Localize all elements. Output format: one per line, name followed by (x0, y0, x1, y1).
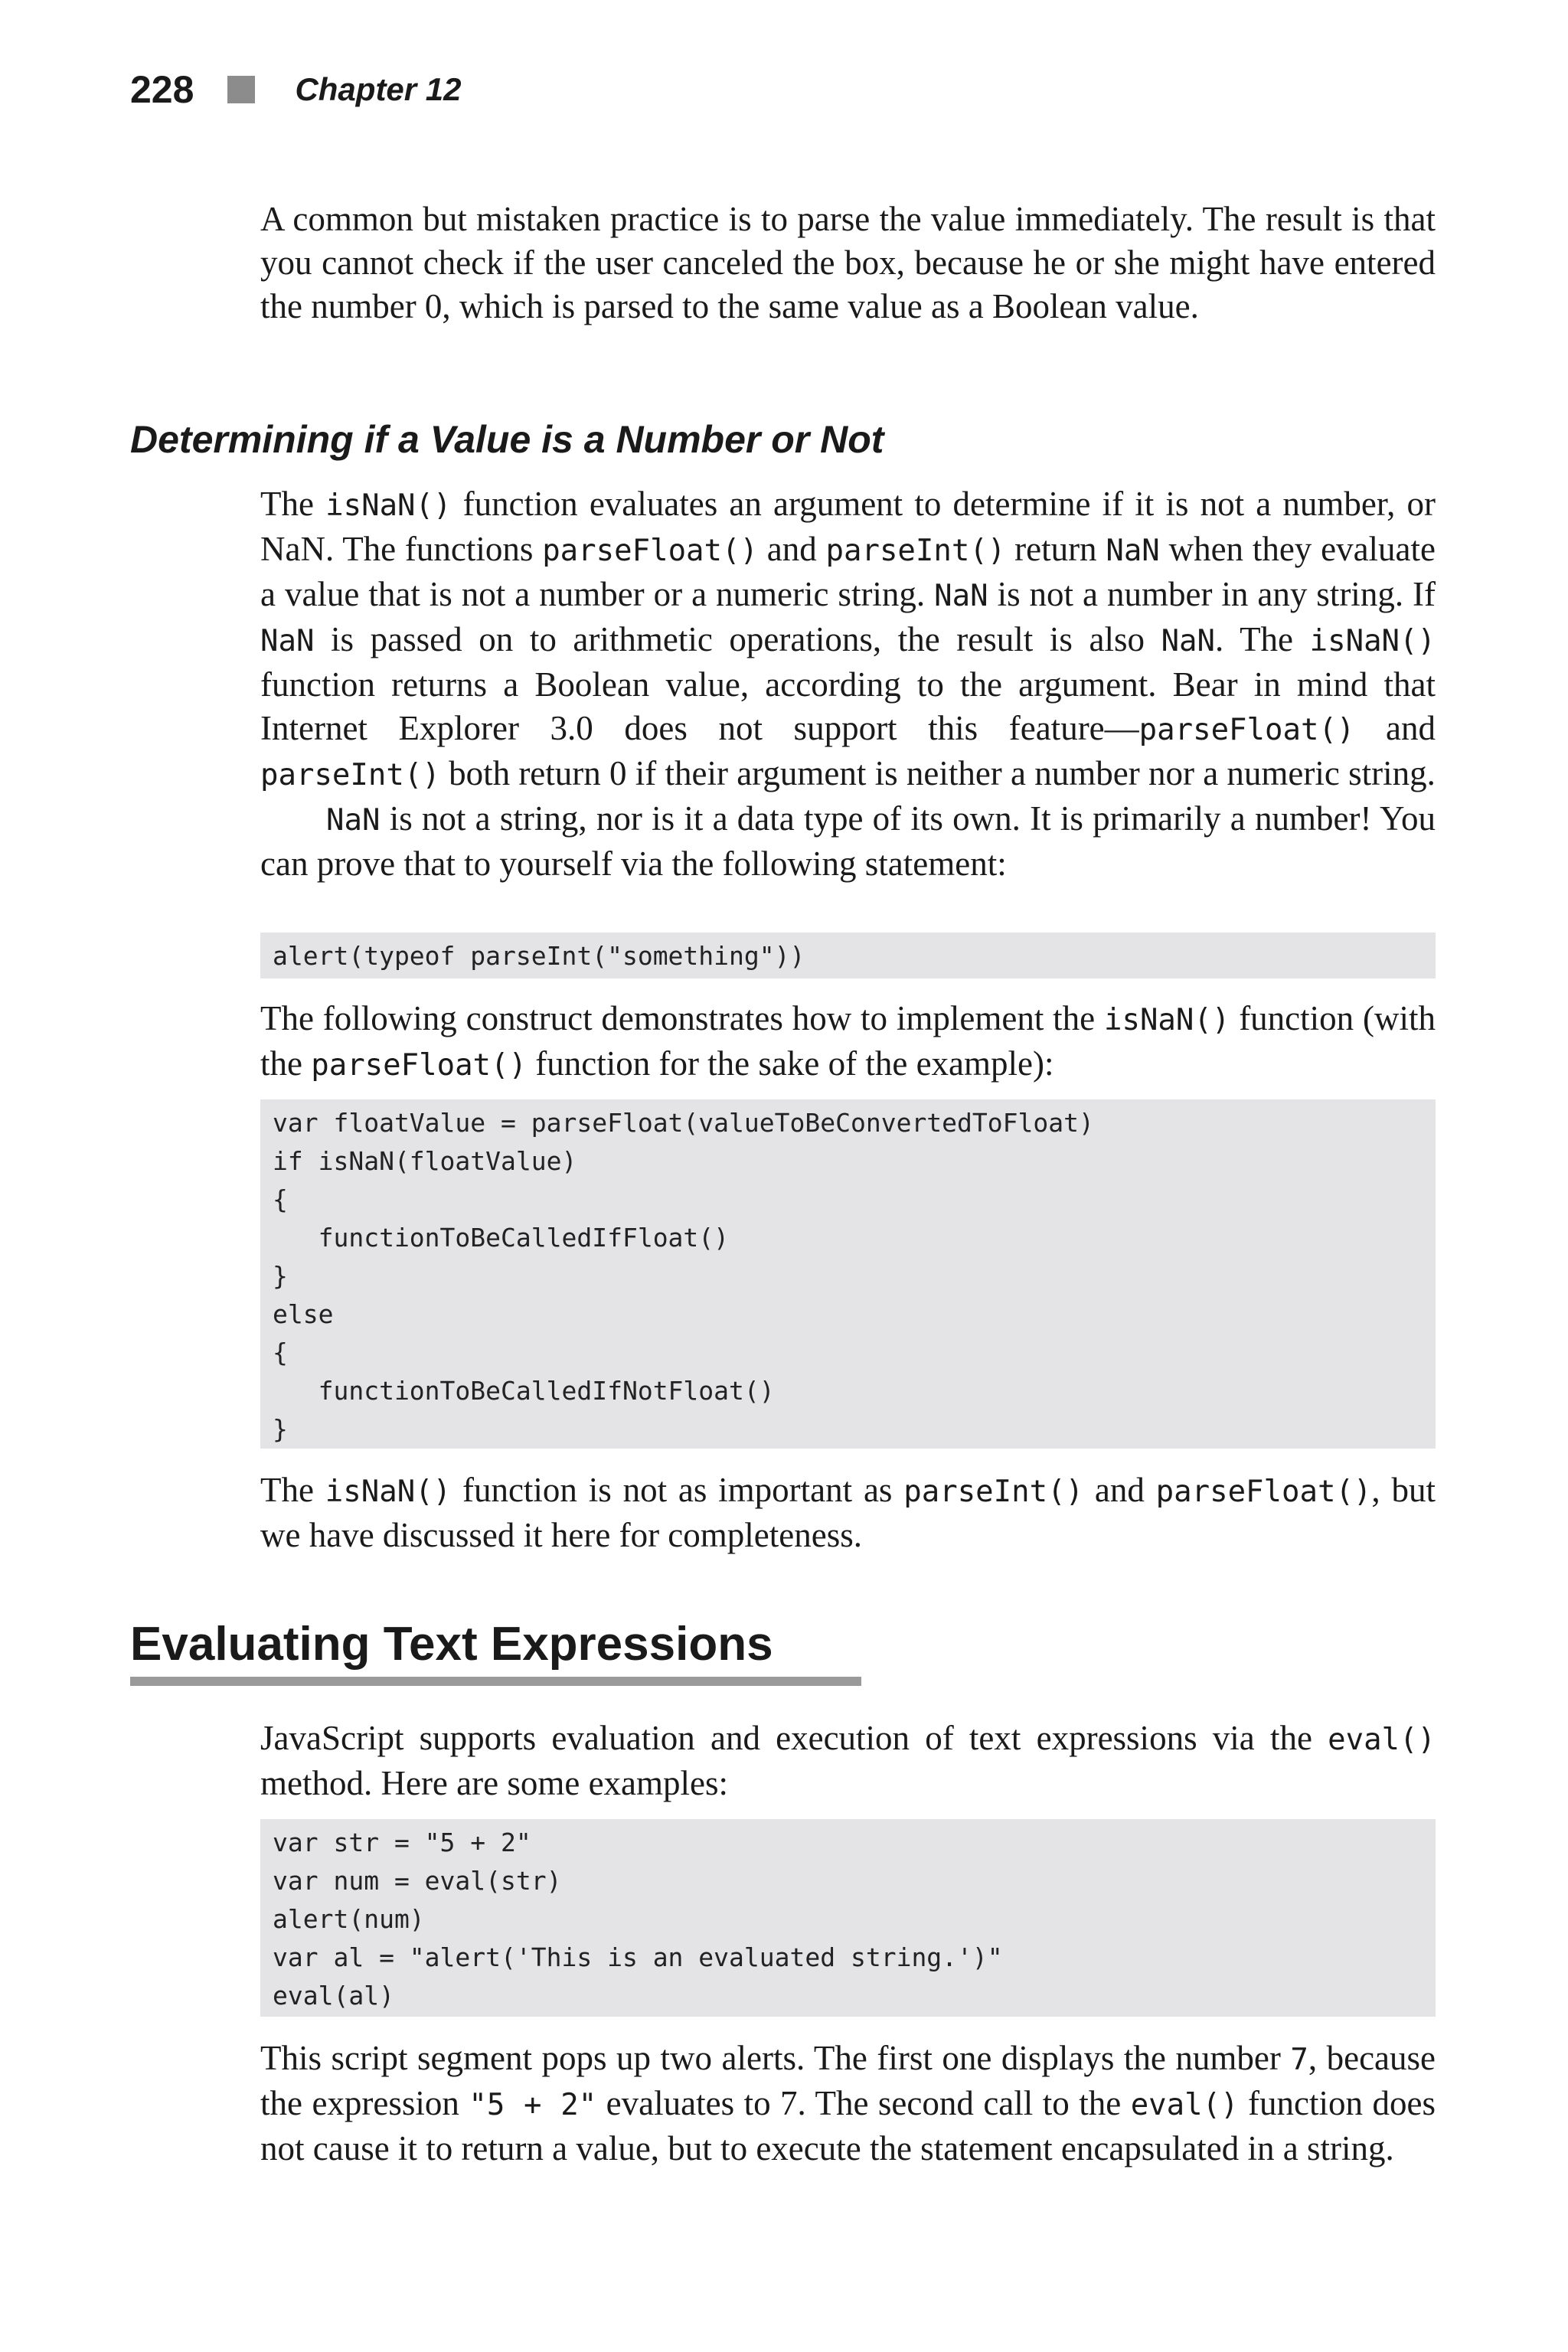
isnan-paragraph-2 (260, 797, 1436, 886)
inline-code: parseFloat() (311, 1048, 527, 1083)
code-line: } (273, 1261, 288, 1291)
inline-code: NaN (934, 579, 988, 613)
inline-code: isNaN() (325, 1475, 452, 1509)
code-line: var str = "5 + 2" (273, 1828, 531, 1857)
inline-code: parseFloat() (1138, 713, 1355, 747)
code-block-eval (260, 1819, 1436, 2017)
section-heading: Evaluating Text Expressions (130, 1618, 773, 1671)
text-run: return (1005, 530, 1106, 568)
inline-code: NaN (326, 803, 381, 838)
running-header (130, 67, 462, 112)
code-line: alert(typeof parseInt("something")) (273, 941, 805, 971)
code-block-isnan (260, 1099, 1436, 1449)
text-run: function is not as important as (451, 1471, 904, 1509)
header-square-ornament (227, 76, 255, 103)
inline-code: parseFloat() (542, 534, 758, 568)
text-run: is not a string, nor is it a data type of its own. It is primarily a number! You can prove that to yourself via the following statement: (260, 799, 1436, 883)
subsection-heading: Determining if a Value is a Number or Not (130, 418, 884, 461)
text-run: evaluates to 7. The second call to the (596, 2084, 1131, 2122)
code-line: functionToBeCalledIfNotFloat() (273, 1376, 775, 1406)
inline-code: isNaN() (1309, 624, 1436, 658)
isnan-paragraph-4 (260, 1468, 1436, 1557)
inline-code: 7 (1290, 2043, 1308, 2077)
isnan-paragraph-3 (260, 997, 1436, 1087)
text-run: is passed on to arithmetic operations, the result is also (314, 620, 1161, 658)
inline-code: parseInt() (903, 1475, 1084, 1509)
code-line: { (273, 1184, 288, 1214)
section-body-1 (260, 1717, 1436, 1805)
text-run: function evaluates an argument to determine if it is not a number, or NaN. The functions (260, 485, 1436, 568)
isnan-paragraph-1 (260, 482, 1436, 797)
inline-code: parseFloat() (1155, 1475, 1372, 1509)
code-line: } (273, 1414, 288, 1444)
inline-code: NaN (1161, 624, 1216, 658)
subsection-body-1 (260, 482, 1436, 886)
text-run: JavaScript supports evaluation and execution of text expressions via the (260, 1719, 1328, 1757)
inline-code: "5 + 2" (469, 2088, 597, 2122)
text-run: function does not cause it to return a value, but to execute the statement encapsulated in a string. (260, 2084, 1436, 2167)
code-line: functionToBeCalledIfFloat() (273, 1223, 730, 1253)
inline-code: NaN (1106, 534, 1160, 568)
text-run: , because the expression (260, 2039, 1436, 2122)
inline-code: eval() (1130, 2088, 1239, 2122)
code-line: eval(al) (273, 1981, 394, 2011)
text-run: and (757, 530, 826, 568)
code-line: if isNaN(floatValue) (273, 1146, 577, 1176)
code-line: { (273, 1338, 288, 1367)
subsection-body-3 (260, 1468, 1436, 1557)
code-line: alert(num) (273, 1904, 425, 1934)
inline-code: eval() (1328, 1723, 1436, 1757)
text-run: The (260, 485, 326, 523)
subsection-body-2 (260, 997, 1436, 1087)
section-body-2 (260, 2037, 1436, 2171)
text-run: The (260, 1471, 325, 1509)
section-heading-rule (130, 1677, 861, 1686)
code-line: var floatValue = parseFloat(valueToBeConvertedToFloat) (273, 1108, 1094, 1138)
text-run: , but we have discussed it here for completeness. (260, 1471, 1436, 1554)
text-run: function returns a Boolean value, according to the argument. Bear in mind that Internet Explorer 3.0 does not support this feature— (260, 665, 1436, 747)
code-block-typeof (260, 933, 1436, 978)
text-run: when they evaluate a value that is not a number or a numeric string. (260, 530, 1436, 613)
text-run: function (with the (260, 999, 1436, 1083)
page-number: 228 (130, 68, 194, 111)
intro-block (260, 198, 1436, 328)
text-run: and (1354, 709, 1436, 747)
text-run: both return 0 if their argument is neither a number nor a numeric string. (439, 754, 1436, 792)
code-line: var num = eval(str) (273, 1866, 562, 1896)
inline-code: isNaN() (1103, 1003, 1230, 1037)
intro-paragraph: A common but mistaken practice is to parse the value immediately. The result is that you cannot check if the user canceled the box, because he or she might have entered the number 0, which is parsed to the same value as a Boolean value. (260, 200, 1436, 325)
inline-code: NaN (260, 624, 315, 658)
eval-paragraph-1 (260, 1717, 1436, 1805)
text-run: is not a number in any string. If (988, 575, 1436, 613)
inline-code: parseInt() (825, 534, 1006, 568)
text-run: . The (1215, 620, 1310, 658)
text-run: and (1083, 1471, 1156, 1509)
text-run: This script segment pops up two alerts. The first one displays the number (260, 2039, 1291, 2077)
text-run: function for the sake of the example): (527, 1044, 1054, 1083)
chapter-title: Chapter 12 (295, 71, 462, 107)
inline-code: isNaN() (325, 488, 452, 523)
code-line: var al = "alert('This is an evaluated string.')" (273, 1942, 1003, 1972)
eval-paragraph-2 (260, 2037, 1436, 2171)
text-run: The following construct demonstrates how to implement the (260, 999, 1104, 1037)
text-run: method. Here are some examples: (260, 1764, 729, 1802)
code-line: else (273, 1299, 334, 1329)
inline-code: parseInt() (260, 758, 440, 792)
